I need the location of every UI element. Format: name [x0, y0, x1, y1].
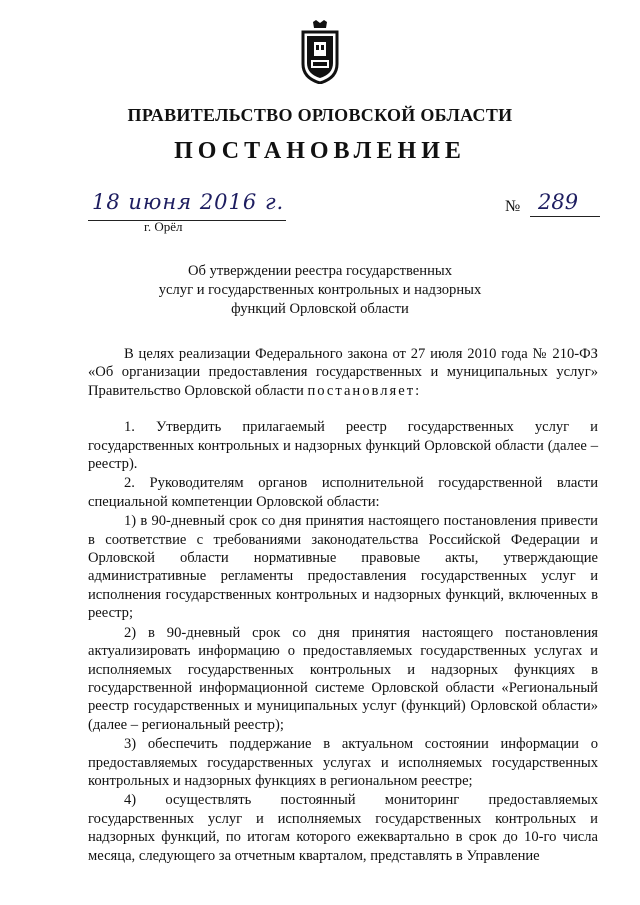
document-subject [0, 262, 640, 319]
handwritten-number: 289 [538, 190, 579, 214]
preamble-paragraph [88, 345, 598, 400]
paragraph: 1) в 90-дневный срок со дня принятия настоящего постановления привести в соответствие с требованиями законодательства Российской Федерации и Орловской области нормативные правовые акты, утверждающие административные регламенты предоставления государственных услуг и исполнения государственных контрольных и надзорных функций, включенных в реестр; [88, 513, 598, 622]
handwritten-date: 18 июня 2016 г. [92, 190, 285, 214]
paragraph: 2. Руководителям органов исполнительной государственной власти специальной компетенции Орловской области: [88, 475, 598, 510]
document-body [88, 345, 598, 865]
number-label: № [505, 198, 521, 215]
paragraph: 2) в 90-дневный срок со дня принятия настоящего постановления актуализировать информацию о предоставляемых государственных услугах и исполняемых государственных контрольных и надзорных функциях в государственной информационной системе Орловской области «Региональный реестр государственных и муниципальных услуг (функций) Орловской области» (далее – региональный реестр); [88, 624, 598, 733]
subject-line: услуг и государственных контрольных и надзорных [158, 282, 482, 298]
paragraph: 4) осуществлять постоянный мониторинг предоставляемых государственных услуг и исполняемых государственных контрольных и надзорных функций, по итогам которого ежеквартально в срок до 10-го числа месяца, следующего за отчетным кварталом, представлять в Управление [88, 792, 598, 864]
city-name: г. Орёл [144, 219, 183, 234]
preamble-text: В целях реализации Федерального закона от 27 июля 2010 года № 210-ФЗ «Об организации предоставления государственных и муниципальных услуг» Правительство Орловской области [88, 346, 598, 399]
paragraph: 1. Утвердить прилагаемый реестр государственных услуг и государственных контрольных и надзорных функций Орловской области (далее – реестр). [88, 419, 598, 473]
subject-line: функций Орловской области [231, 301, 409, 317]
decree-word: постановляет: [307, 382, 422, 399]
coat-of-arms-icon [299, 20, 341, 84]
government-title: ПРАВИТЕЛЬСТВО ОРЛОВСКОЙ ОБЛАСТИ [127, 105, 513, 125]
document-type: ПОСТАНОВЛЕНИЕ [174, 138, 466, 164]
subject-line: Об утверждении реестра государственных [187, 263, 452, 279]
paragraph: 3) обеспечить поддержание в актуальном состоянии информации о предоставляемых государственных услугах и исполняемых государственных контрольных и надзорных функциях в региональном реестре; [88, 736, 598, 789]
